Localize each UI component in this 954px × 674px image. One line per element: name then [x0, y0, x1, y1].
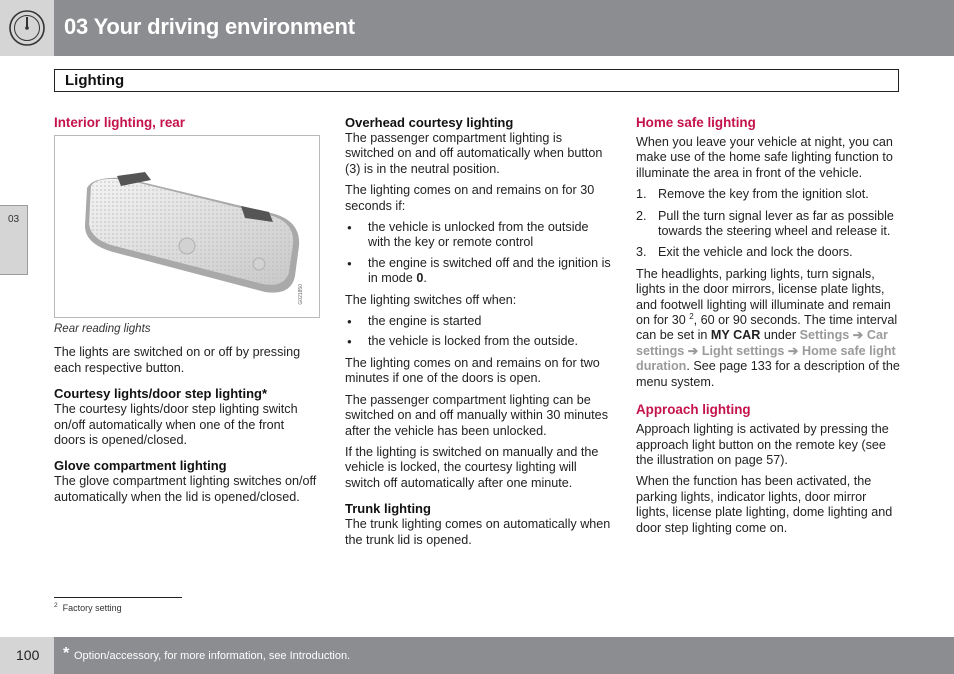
step-text: Remove the key from the ignition slot. [658, 187, 869, 202]
menu-path-home-safe-duration: Home safe light duration [636, 343, 896, 374]
figure-code: G021850 [297, 284, 304, 305]
trunk-lighting-text: The trunk lighting comes on automatically when the trunk lid is opened. [345, 517, 611, 547]
approach-text-1: Approach lighting is activated by pressing the approach light button on the remote key (see the illustration on page 57). [636, 422, 889, 467]
overhead-text-4: The lighting comes on and remains on for two minutes if one of the doors is open. [345, 355, 600, 386]
chapter-tab[interactable] [0, 205, 28, 275]
menu-path-car-settings: Car settings [636, 328, 888, 358]
list-item: ● the engine is started [345, 314, 613, 329]
footnote-number: 2 [54, 602, 58, 609]
step-number: 3. [636, 245, 647, 260]
glove-compartment-text: The glove compartment lighting switches on/off automatically when the lid is opened/closed. [54, 474, 317, 504]
chapter-tab-label: 03 [8, 214, 20, 225]
option-star-icon: * [63, 645, 70, 662]
reading-lights-text: The lights are switched on or off by pressing each respective button. [54, 345, 301, 375]
page-title: 03 Your driving environment [64, 14, 355, 39]
step-text: Pull the turn signal lever as far as possible towards the steering wheel and release it. [658, 208, 894, 239]
home-safe-text-1: When you leave your vehicle at night, you can make use of the home safe lighting function to illuminate the area in front of the vehicle. [636, 135, 893, 180]
step-text: Exit the vehicle and lock the doors. [658, 245, 853, 260]
overhead-text-2: The lighting comes on and remains on for 30 seconds if: [345, 183, 595, 213]
approach-lighting-heading: Approach lighting [636, 402, 751, 418]
page-number-box [0, 637, 54, 674]
footer-note: Option/accessory, for more information, see Introduction. [74, 650, 351, 662]
header-icon-box [0, 0, 54, 56]
column-3 [636, 115, 902, 542]
section-title-bar [54, 69, 899, 92]
list-item-text: the engine is switched off and the ignition is in mode [368, 255, 611, 286]
arrow-right-icon: ➔ [852, 328, 864, 343]
arrow-right-icon: ➔ [787, 343, 799, 358]
reading-light-illustration [55, 136, 321, 319]
courtesy-lights-heading: Courtesy lights/door step lighting* [54, 386, 268, 402]
list-item: ● the vehicle is unlocked from the outside with the key or remote control [345, 220, 613, 251]
page-number: 100 [16, 647, 40, 663]
rear-reading-lights-figure [54, 135, 320, 318]
footnote-text: Factory setting [62, 603, 122, 613]
overhead-text-6: If the lighting is switched on manually and the vehicle is locked, the courtesy lighting will switch off automatically after one minute. [345, 444, 599, 490]
text-span: The headlights, parking lights, turn signals, lights in the door mirrors, license plate lights, and footwell lighting will illuminate and remain on for 30 [636, 266, 891, 328]
lighting-off-list [345, 314, 613, 350]
my-car-label: MY CAR [710, 328, 761, 343]
footnote-ref[interactable]: 2 [689, 311, 694, 321]
footnote-divider [54, 597, 182, 598]
speedometer-icon [8, 9, 46, 47]
ignition-mode-value: 0 [416, 271, 424, 286]
text-span: , 60 or 90 seconds. The time interval can be set in [636, 313, 898, 343]
trunk-lighting-heading: Trunk lighting [345, 501, 431, 517]
home-safe-heading: Home safe lighting [636, 115, 756, 130]
overhead-text-5: The passenger compartment lighting can be switched on and off manually within 30 minutes after the vehicle has been unlocked. [345, 392, 608, 438]
text-span: under [760, 328, 800, 343]
section-title: Lighting [65, 72, 125, 89]
overhead-text-3: The lighting switches off when: [345, 292, 517, 307]
lighting-on-list [345, 220, 613, 287]
home-safe-text-2 [636, 267, 902, 390]
overhead-lighting-heading: Overhead courtesy lighting [345, 115, 514, 130]
list-item [636, 209, 902, 240]
menu-path-light-settings: Light settings [701, 343, 785, 358]
list-item: ● the vehicle is locked from the outside. [345, 334, 613, 349]
step-number: 2. [636, 208, 647, 223]
list-item [636, 245, 902, 260]
courtesy-lights-text: The courtesy lights/door step lighting switch on/off automatically when one of the front doors is opened/closed. [54, 402, 298, 448]
list-item: ● the engine is switched off and the ignition is in mode 0. [345, 256, 613, 287]
menu-path-settings: Settings [799, 328, 850, 343]
column-2 [345, 115, 613, 554]
list-item [636, 187, 902, 202]
home-safe-steps [636, 187, 902, 261]
column-1 [54, 115, 319, 511]
interior-lighting-heading: Interior lighting, rear [54, 115, 185, 130]
figure-caption: Rear reading lights [54, 323, 151, 335]
page-footer [0, 637, 954, 674]
approach-text-2: When the function has been activated, the parking lights, indicator lights, door mirror lights, license plate lighting, dome lighting and door step lighting come on. [636, 474, 893, 535]
footnote [54, 602, 122, 613]
page-header [0, 0, 954, 56]
step-number: 1. [636, 187, 647, 202]
arrow-right-icon: ➔ [687, 343, 699, 358]
glove-compartment-heading: Glove compartment lighting [54, 458, 227, 474]
overhead-text-1: The passenger compartment lighting is switched on and off automatically when button (3) is in the neutral position. [345, 131, 603, 176]
text-span: . See page 133 for a description of the menu system. [636, 359, 900, 389]
